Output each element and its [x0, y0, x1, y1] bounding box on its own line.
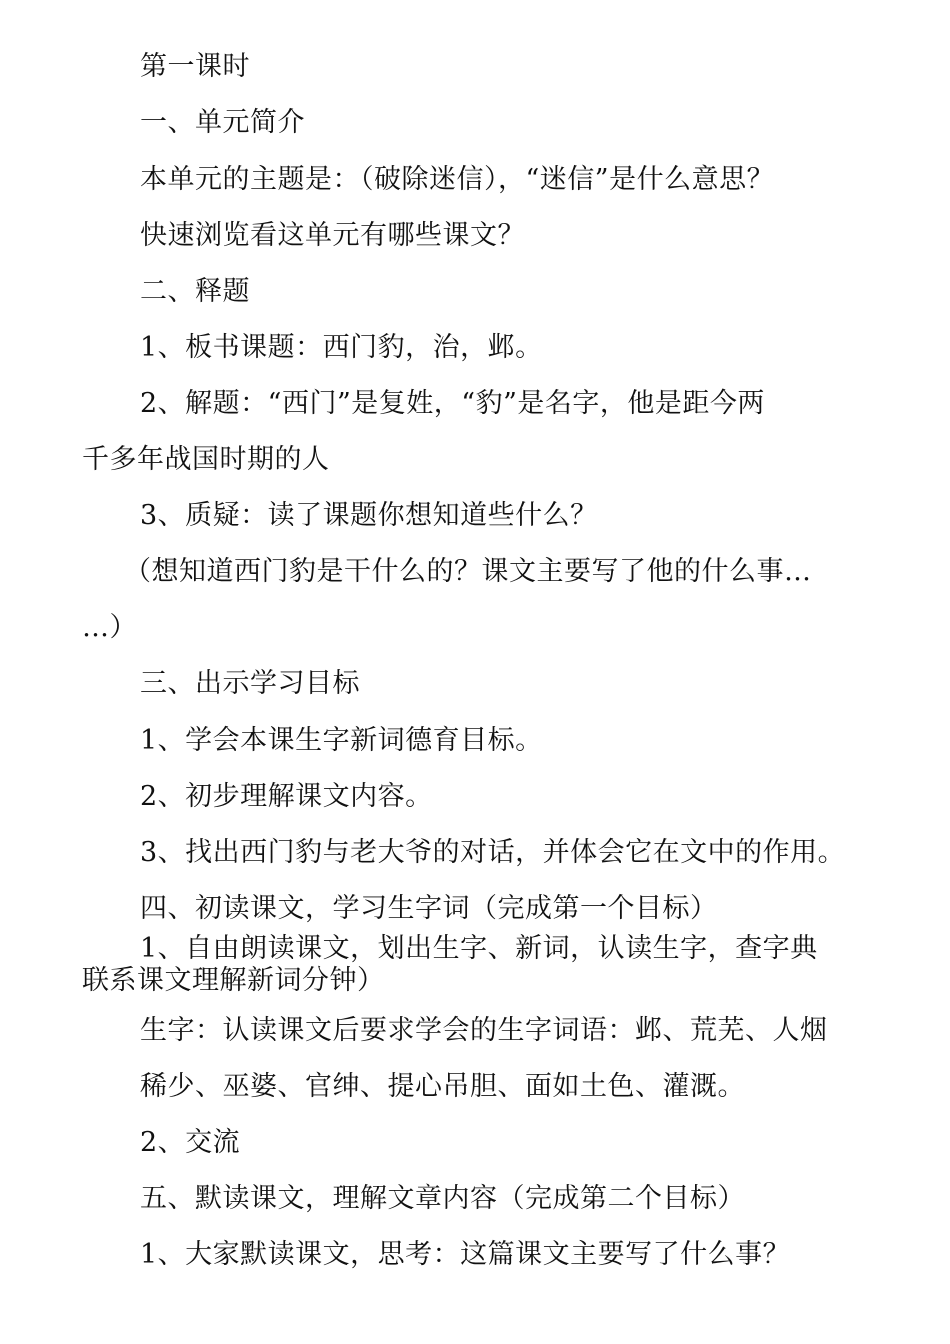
paragraph-line: 千多年战国时期的人 [82, 444, 330, 475]
paragraph-line: 稀少、巫婆、官绅、提心吊胆、面如土色、灌溉。 [140, 1071, 745, 1102]
paragraph-line: 3、质疑：读了课题你想知道些什么？ [140, 500, 598, 531]
paragraph-line: 快速浏览看这单元有哪些课文？ [140, 220, 525, 251]
paragraph-line: 1、自由朗读课文，划出生字、新词，认读生字，查字典 [140, 933, 818, 964]
paragraph-line: 2、初步理解课文内容。 [140, 781, 433, 812]
paragraph-line: 联系课文理解新词分钟） [82, 965, 385, 996]
paragraph-line: 3、找出西门豹与老大爷的对话，并体会它在文中的作用。 [140, 837, 846, 868]
paragraph-line: 1、学会本课生字新词德育目标。 [140, 725, 543, 756]
heading-unit-intro: 一、单元简介 [140, 107, 305, 138]
paragraph-line: 生字：认读课文后要求学会的生字词语：邺、荒芜、人烟 [140, 1015, 828, 1046]
heading-learning-goals: 三、出示学习目标 [140, 668, 360, 699]
paragraph-line: 本单元的主题是：（破除迷信），“迷信”是什么意思？ [140, 164, 775, 195]
paragraph-line: 2、交流 [140, 1127, 241, 1158]
paragraph-line: 1、板书课题：西门豹，治，邺。 [140, 332, 543, 363]
paragraph-line: …） [82, 612, 137, 643]
paragraph-line: （想知道西门豹是干什么的？课文主要写了他的什么事… [124, 556, 812, 587]
heading-title-explain: 二、释题 [140, 276, 250, 307]
paragraph-line: 1、大家默读课文，思考：这篇课文主要写了什么事？ [140, 1239, 791, 1270]
heading-first-reading: 四、初读课文，学习生字词（完成第一个目标） [140, 893, 718, 924]
paragraph-line: 2、解题：“西门”是复姓，“豹”是名字，他是距今两 [140, 388, 765, 419]
heading-silent-reading: 五、默读课文，理解文章内容（完成第二个目标） [140, 1183, 745, 1214]
section-heading-lesson: 第一课时 [140, 51, 250, 82]
